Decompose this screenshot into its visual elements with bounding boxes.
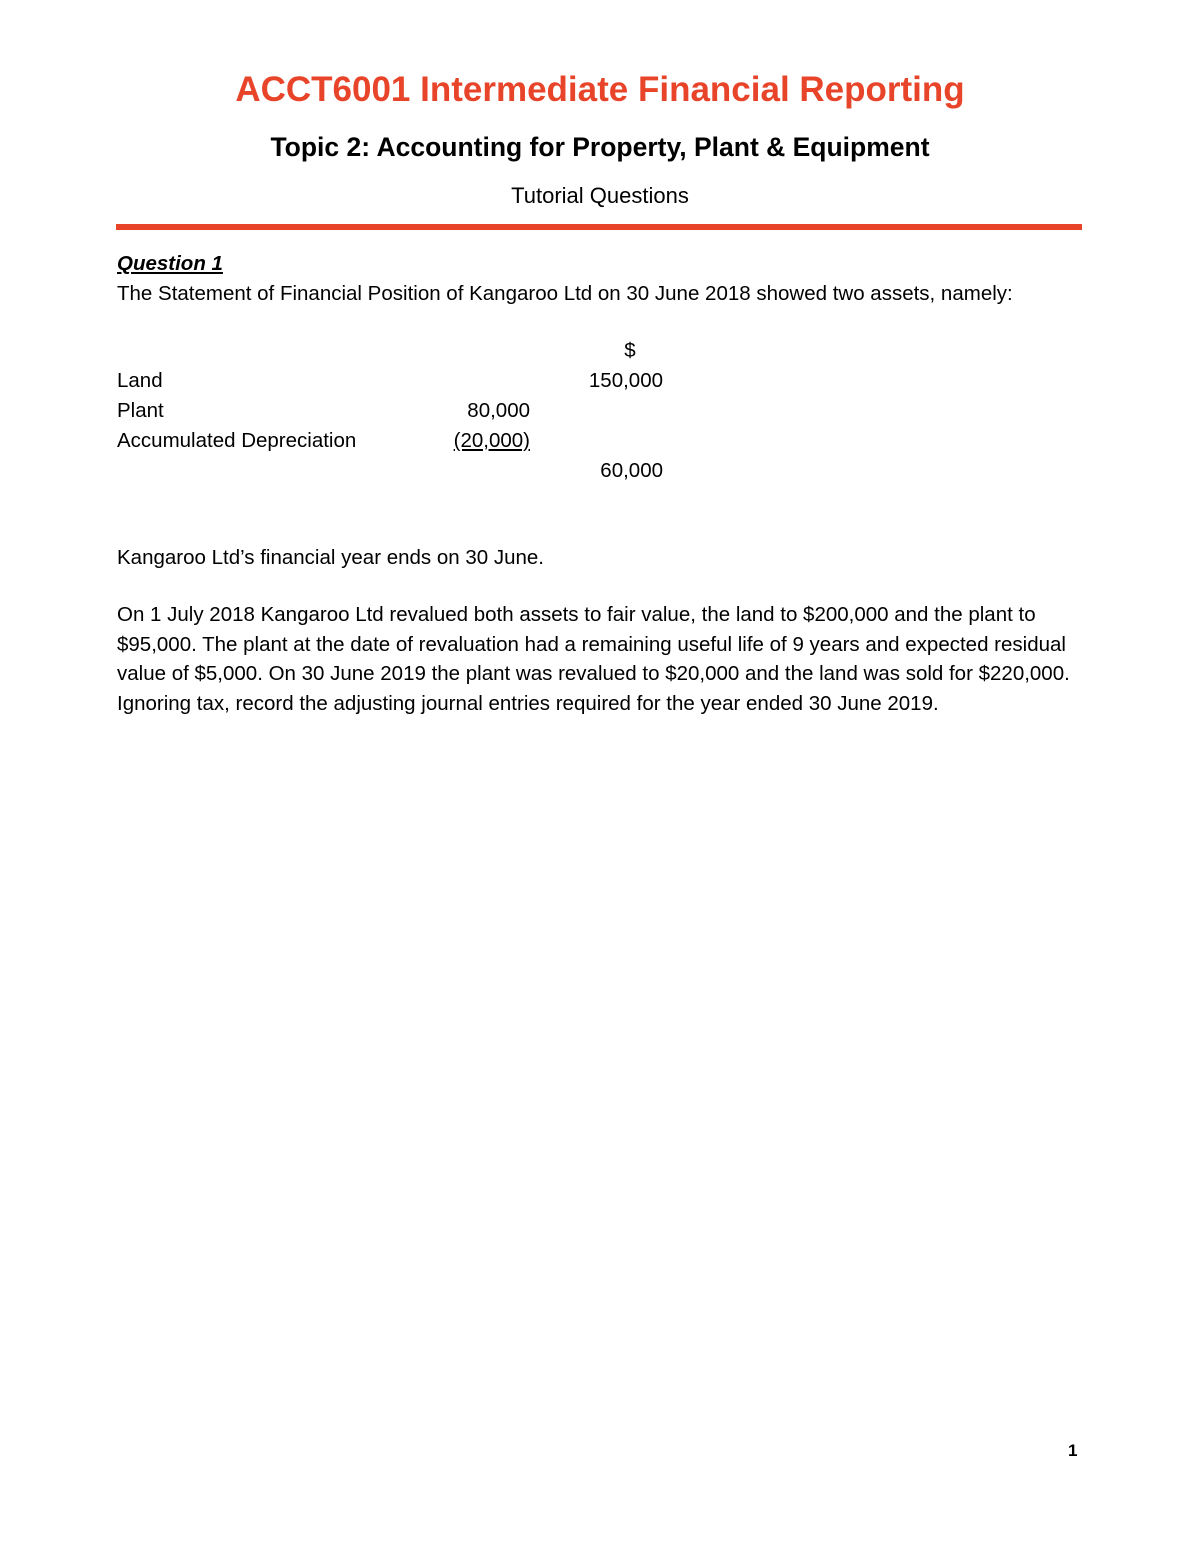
row-label: Accumulated Depreciation: [117, 429, 357, 452]
row-amount: 80,000: [467, 399, 530, 422]
page-number: 1: [1068, 1441, 1078, 1460]
table-header-row: [117, 336, 677, 366]
financial-position-table: [117, 336, 677, 486]
question-paragraph: On 1 July 2018 Kangaroo Ltd revalued both assets to fair value, the land to $200,000 and the plant to $95,000. The plant at the date of revaluation had a remaining useful life of 9 years and expected residual value of $5,000. On 30 June 2019 the plant was revalued to $20,000 and the land was sold for $220,000. Ignoring tax, record the adjusting journal entries required for the year ended 30 June 2019.: [117, 603, 1070, 715]
topic-title: Topic 2: Accounting for Property, Plant & Equipment: [270, 132, 930, 162]
table-row: [117, 396, 677, 426]
year-end-note: Kangaroo Ltd’s financial year ends on 30 June.: [117, 546, 545, 569]
row-amount: (20,000): [453, 429, 530, 452]
question-intro: The Statement of Financial Position of Kangaroo Ltd on 30 June 2018 showed two assets, namely:: [117, 282, 1013, 305]
course-title: ACCT6001 Intermediate Financial Reporting: [235, 70, 965, 109]
header-divider: [116, 224, 1082, 230]
row-total: 60,000: [600, 459, 663, 482]
row-label: Plant: [117, 399, 164, 422]
table-row: [117, 456, 677, 486]
currency-header: $: [624, 339, 636, 362]
document-subtitle: Tutorial Questions: [511, 183, 689, 208]
table-row: [117, 426, 677, 456]
row-label: Land: [117, 369, 163, 392]
row-total: 150,000: [588, 369, 663, 392]
question-heading: Question 1: [117, 252, 223, 275]
table-row: [117, 366, 677, 396]
